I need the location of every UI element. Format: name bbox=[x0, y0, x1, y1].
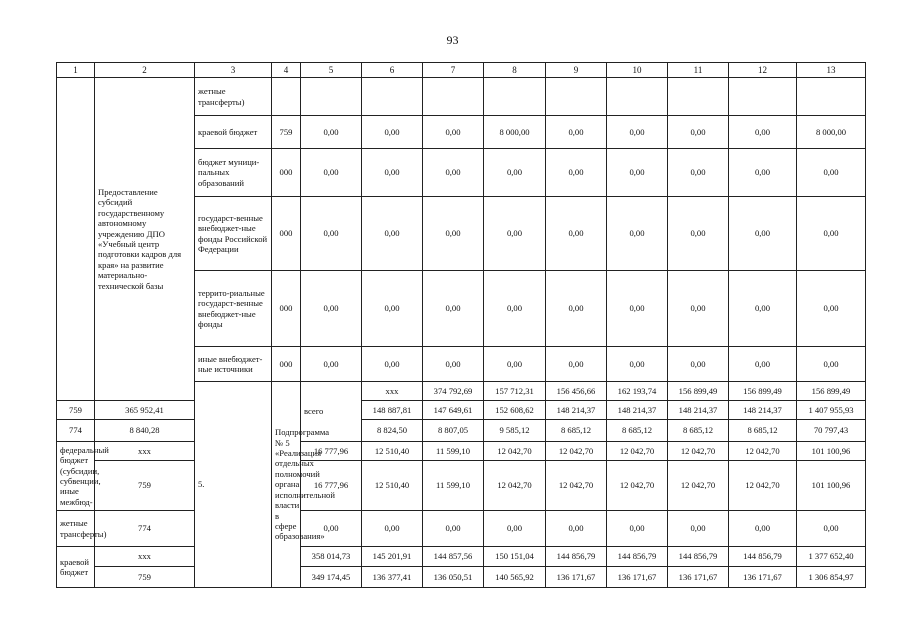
value-cell: 0,00 bbox=[546, 149, 607, 197]
column-header: 10 bbox=[607, 63, 668, 78]
value-cell: 0,00 bbox=[362, 347, 423, 382]
value-cell: 0,00 bbox=[301, 149, 362, 197]
value-cell: 0,00 bbox=[301, 271, 362, 347]
value-cell: 136 171,67 bbox=[546, 567, 607, 588]
value-cell: 0,00 bbox=[668, 197, 729, 271]
value-cell: 0,00 bbox=[607, 511, 668, 547]
source-label: краевой бюджет bbox=[195, 116, 272, 149]
value-cell: 0,00 bbox=[362, 116, 423, 149]
column-header: 11 bbox=[668, 63, 729, 78]
value-cell: 12 042,70 bbox=[668, 442, 729, 461]
value-cell: 12 042,70 bbox=[729, 442, 797, 461]
code-cell: 774 bbox=[57, 420, 95, 442]
table-row bbox=[57, 78, 866, 116]
value-cell: 0,00 bbox=[607, 116, 668, 149]
code-cell: 774 bbox=[95, 511, 195, 547]
code-cell: 000 bbox=[272, 197, 301, 271]
value-cell: 0,00 bbox=[729, 511, 797, 547]
value-cell: 8 000,00 bbox=[797, 116, 866, 149]
column-header: 6 bbox=[362, 63, 423, 78]
source-label: всего bbox=[301, 382, 362, 442]
code-cell: xxx bbox=[95, 442, 195, 461]
value-cell: 0,00 bbox=[423, 271, 484, 347]
value-cell: 0,00 bbox=[423, 116, 484, 149]
value-cell: 136 050,51 bbox=[423, 567, 484, 588]
value-cell: 8 840,28 bbox=[95, 420, 195, 442]
value-cell: 0,00 bbox=[797, 347, 866, 382]
code-cell: 759 bbox=[95, 461, 195, 511]
value-cell: 156 899,49 bbox=[797, 382, 866, 401]
value-cell: 150 151,04 bbox=[484, 547, 546, 567]
value-cell: 144 856,79 bbox=[546, 547, 607, 567]
value-cell: 1 306 854,97 bbox=[797, 567, 866, 588]
column-header: 8 bbox=[484, 63, 546, 78]
value-cell: 0,00 bbox=[607, 149, 668, 197]
value-cell: 70 797,43 bbox=[797, 420, 866, 442]
value-cell: 8 824,50 bbox=[362, 420, 423, 442]
code-cell: 759 bbox=[272, 116, 301, 149]
value-cell: 101 100,96 bbox=[797, 461, 866, 511]
value-cell: 374 792,69 bbox=[423, 382, 484, 401]
value-cell: 136 171,67 bbox=[607, 567, 668, 588]
value-cell: 0,00 bbox=[546, 347, 607, 382]
value-cell: 12 042,70 bbox=[484, 461, 546, 511]
value-cell: 136 377,41 bbox=[362, 567, 423, 588]
code-cell: 000 bbox=[272, 271, 301, 347]
value-cell: 0,00 bbox=[729, 116, 797, 149]
column-header: 7 bbox=[423, 63, 484, 78]
budget-table bbox=[56, 62, 866, 588]
source-label: жетные трансферты) bbox=[195, 78, 272, 116]
table-row bbox=[57, 442, 866, 461]
code-cell: 759 bbox=[57, 401, 95, 420]
value-cell: 0,00 bbox=[797, 271, 866, 347]
empty-cell bbox=[301, 78, 362, 116]
column-header: 1 bbox=[57, 63, 95, 78]
code-cell: xxx bbox=[95, 547, 195, 567]
value-cell: 0,00 bbox=[668, 149, 729, 197]
value-cell: 8 807,05 bbox=[423, 420, 484, 442]
value-cell: 0,00 bbox=[362, 197, 423, 271]
value-cell: 0,00 bbox=[668, 116, 729, 149]
source-label: краевой бюджет bbox=[57, 547, 95, 588]
table-row bbox=[57, 511, 866, 547]
empty-cell bbox=[668, 78, 729, 116]
value-cell: 8 685,12 bbox=[546, 420, 607, 442]
table-row bbox=[57, 567, 866, 588]
value-cell: 0,00 bbox=[484, 149, 546, 197]
value-cell: 0,00 bbox=[668, 347, 729, 382]
value-cell: 16 777,96 bbox=[301, 442, 362, 461]
value-cell: 148 214,37 bbox=[607, 401, 668, 420]
value-cell: 144 857,56 bbox=[423, 547, 484, 567]
value-cell: 0,00 bbox=[484, 347, 546, 382]
table-row bbox=[57, 547, 866, 567]
value-cell: 12 042,70 bbox=[607, 442, 668, 461]
source-label: террито-риальные государст-венные внебюджет-ные фонды bbox=[195, 271, 272, 347]
value-cell: 101 100,96 bbox=[797, 442, 866, 461]
row-number-cell bbox=[57, 78, 95, 401]
value-cell: 148 214,37 bbox=[729, 401, 797, 420]
value-cell: 148 214,37 bbox=[546, 401, 607, 420]
value-cell: 148 214,37 bbox=[668, 401, 729, 420]
value-cell: 0,00 bbox=[797, 511, 866, 547]
value-cell: 358 014,73 bbox=[301, 547, 362, 567]
value-cell: 0,00 bbox=[729, 149, 797, 197]
source-label: федеральный бюджет (субсидии, субвенции, иные межбюд- bbox=[57, 442, 95, 511]
value-cell: 12 042,70 bbox=[484, 442, 546, 461]
value-cell: 156 899,49 bbox=[668, 382, 729, 401]
value-cell: 8 685,12 bbox=[729, 420, 797, 442]
value-cell: 8 685,12 bbox=[668, 420, 729, 442]
value-cell: 0,00 bbox=[546, 271, 607, 347]
value-cell: 0,00 bbox=[607, 347, 668, 382]
column-header: 4 bbox=[272, 63, 301, 78]
value-cell: 12 042,70 bbox=[668, 461, 729, 511]
value-cell: 140 565,92 bbox=[484, 567, 546, 588]
value-cell: 0,00 bbox=[484, 511, 546, 547]
source-label: жетные трансферты) bbox=[57, 511, 95, 547]
value-cell: 0,00 bbox=[607, 271, 668, 347]
value-cell: 12 042,70 bbox=[607, 461, 668, 511]
value-cell: 147 649,61 bbox=[423, 401, 484, 420]
value-cell: 0,00 bbox=[301, 511, 362, 547]
value-cell: 0,00 bbox=[362, 271, 423, 347]
row-number-cell: 5. bbox=[195, 382, 272, 588]
value-cell: 0,00 bbox=[423, 511, 484, 547]
value-cell: 12 042,70 bbox=[546, 442, 607, 461]
value-cell: 0,00 bbox=[729, 347, 797, 382]
empty-cell bbox=[362, 78, 423, 116]
empty-cell bbox=[546, 78, 607, 116]
empty-cell bbox=[484, 78, 546, 116]
value-cell: 0,00 bbox=[546, 116, 607, 149]
source-label: бюджет муници-пальных образований bbox=[195, 149, 272, 197]
source-label: государст-венные внебюджет-ные фонды Российской Федерации bbox=[195, 197, 272, 271]
value-cell: 0,00 bbox=[729, 197, 797, 271]
empty-cell bbox=[423, 78, 484, 116]
column-header: 9 bbox=[546, 63, 607, 78]
value-cell: 1 407 955,93 bbox=[797, 401, 866, 420]
value-cell: 0,00 bbox=[362, 511, 423, 547]
value-cell: 11 599,10 bbox=[423, 442, 484, 461]
value-cell: 0,00 bbox=[729, 271, 797, 347]
value-cell: 0,00 bbox=[301, 347, 362, 382]
value-cell: 0,00 bbox=[668, 511, 729, 547]
empty-cell bbox=[729, 78, 797, 116]
value-cell: 0,00 bbox=[423, 347, 484, 382]
value-cell: 8 685,12 bbox=[607, 420, 668, 442]
activity-description: Предоставление субсидий государственному автономному учреждению ДПО «Учебный центр подготовки кадров для края» на развитие материально-технической базы bbox=[95, 78, 195, 401]
table-row bbox=[57, 461, 866, 511]
value-cell: 0,00 bbox=[546, 197, 607, 271]
value-cell: 0,00 bbox=[362, 149, 423, 197]
value-cell: 12 042,70 bbox=[546, 461, 607, 511]
value-cell: 0,00 bbox=[797, 197, 866, 271]
value-cell: 0,00 bbox=[423, 197, 484, 271]
value-cell: 136 171,67 bbox=[668, 567, 729, 588]
column-header: 2 bbox=[95, 63, 195, 78]
value-cell: 12 510,40 bbox=[362, 461, 423, 511]
value-cell: 0,00 bbox=[797, 149, 866, 197]
column-header: 13 bbox=[797, 63, 866, 78]
table-row bbox=[57, 401, 866, 420]
code-cell: xxx bbox=[362, 382, 423, 401]
value-cell: 0,00 bbox=[484, 271, 546, 347]
value-cell: 12 042,70 bbox=[729, 461, 797, 511]
page-number: 93 bbox=[446, 33, 459, 47]
value-cell: 145 201,91 bbox=[362, 547, 423, 567]
value-cell: 148 887,81 bbox=[362, 401, 423, 420]
column-header: 3 bbox=[195, 63, 272, 78]
code-cell: 000 bbox=[272, 347, 301, 382]
value-cell: 144 856,79 bbox=[607, 547, 668, 567]
activity-description: Подпрограмма № 5 «Реализация отдельных полномочий органа исполнительной власти в сфере образования» bbox=[272, 382, 301, 588]
column-header: 5 bbox=[301, 63, 362, 78]
value-cell: 136 171,67 bbox=[729, 567, 797, 588]
value-cell: 156 899,49 bbox=[729, 382, 797, 401]
value-cell: 365 952,41 bbox=[95, 401, 195, 420]
header-row bbox=[57, 63, 866, 78]
value-cell: 8 000,00 bbox=[484, 116, 546, 149]
code-cell: 000 bbox=[272, 149, 301, 197]
source-label: иные внебюджет-ные источники bbox=[195, 347, 272, 382]
value-cell: 9 585,12 bbox=[484, 420, 546, 442]
empty-cell bbox=[607, 78, 668, 116]
value-cell: 0,00 bbox=[423, 149, 484, 197]
value-cell: 156 456,66 bbox=[546, 382, 607, 401]
value-cell: 349 174,45 bbox=[301, 567, 362, 588]
value-cell: 157 712,31 bbox=[484, 382, 546, 401]
table-row bbox=[57, 420, 866, 442]
value-cell: 12 510,40 bbox=[362, 442, 423, 461]
value-cell: 0,00 bbox=[484, 197, 546, 271]
value-cell: 0,00 bbox=[546, 511, 607, 547]
value-cell: 0,00 bbox=[668, 271, 729, 347]
value-cell: 0,00 bbox=[301, 116, 362, 149]
value-cell: 162 193,74 bbox=[607, 382, 668, 401]
value-cell: 144 856,79 bbox=[729, 547, 797, 567]
value-cell: 0,00 bbox=[301, 197, 362, 271]
value-cell: 16 777,96 bbox=[301, 461, 362, 511]
value-cell: 152 608,62 bbox=[484, 401, 546, 420]
value-cell: 11 599,10 bbox=[423, 461, 484, 511]
column-header: 12 bbox=[729, 63, 797, 78]
value-cell: 144 856,79 bbox=[668, 547, 729, 567]
value-cell: 0,00 bbox=[607, 197, 668, 271]
code-cell: 759 bbox=[95, 567, 195, 588]
value-cell: 1 377 652,40 bbox=[797, 547, 866, 567]
empty-cell bbox=[797, 78, 866, 116]
empty-cell bbox=[272, 78, 301, 116]
